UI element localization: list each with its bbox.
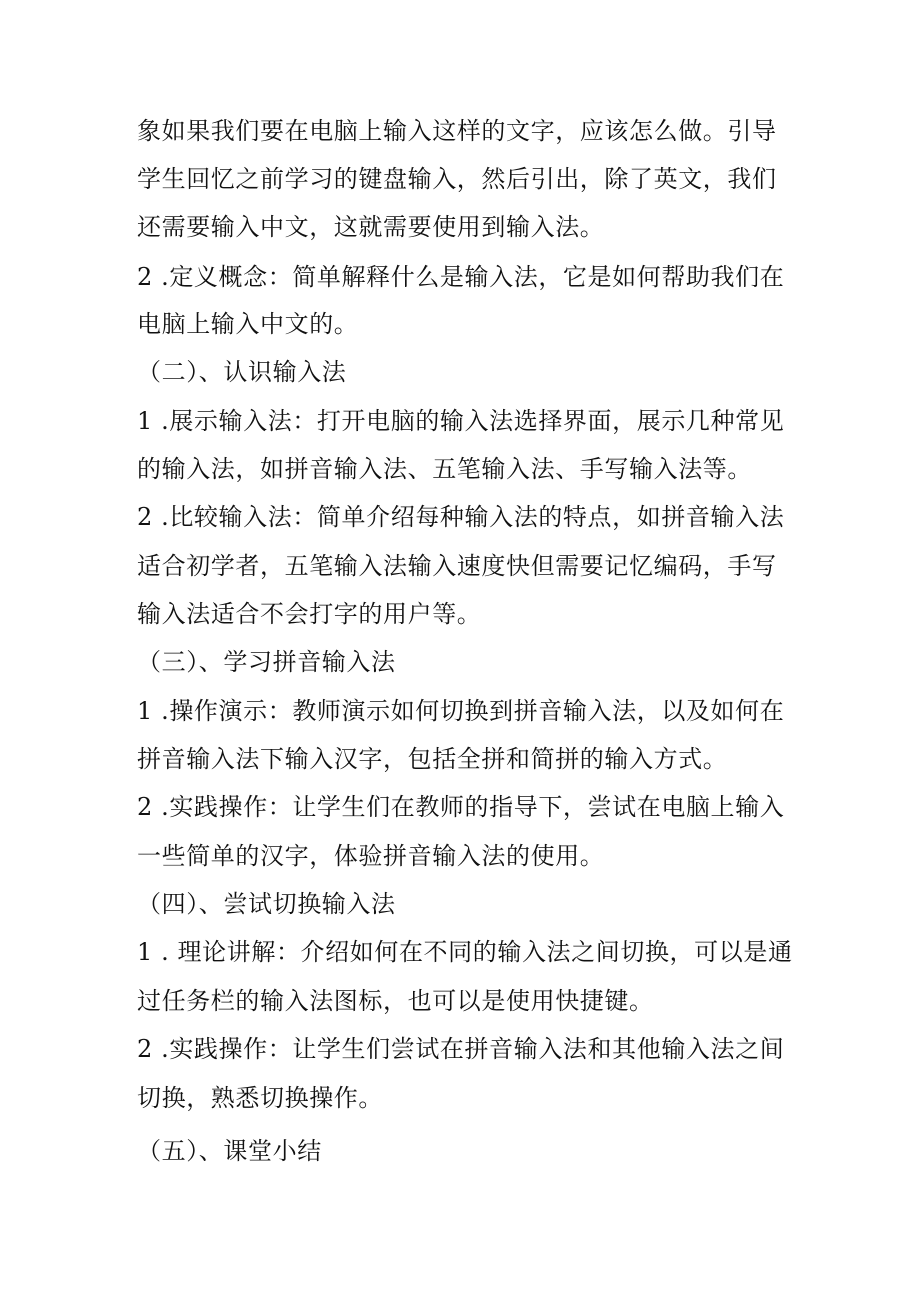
text-line: 1 . 理论讲解：介绍如何在不同的输入法之间切换，可以是通 <box>137 938 793 966</box>
text-line: 象如果我们要在电脑上输入这样的文字，应该怎么做。引导 <box>137 117 777 145</box>
section-heading: （三）、学习拼音输入法 <box>137 648 396 676</box>
text-line: 电脑上输入中文的。 <box>137 310 359 338</box>
text-line: 2 .定义概念：简单解释什么是输入法，它是如何帮助我们在 <box>137 263 785 291</box>
text-line: 学生回忆之前学习的键盘输入，然后引出，除了英文，我们 <box>137 165 777 193</box>
text-line: 输入法适合不会打字的用户等。 <box>137 600 482 628</box>
section-heading: （五）、课堂小结 <box>137 1137 322 1165</box>
text-line: 1 .操作演示：教师演示如何切换到拼音输入法，以及如何在 <box>137 697 785 725</box>
text-line: 一些简单的汉字，体验拼音输入法的使用。 <box>137 842 605 870</box>
section-heading: （二）、认识输入法 <box>137 358 347 386</box>
text-line: 1 .展示输入法：打开电脑的输入法选择界面，展示几种常见 <box>137 407 785 435</box>
text-line: 适合初学者，五笔输入法输入速度快但需要记忆编码，手写 <box>137 552 777 580</box>
text-line: 的输入法，如拼音输入法、五笔输入法、手写输入法等。 <box>137 455 752 483</box>
text-line: 2 .实践操作：让学生们在教师的指导下，尝试在电脑上输入 <box>137 793 785 821</box>
text-line: 拼音输入法下输入汉字，包括全拼和简拼的输入方式。 <box>137 745 728 773</box>
text-line: 还需要输入中文，这就需要使用到输入法。 <box>137 213 605 241</box>
section-heading: （四）、尝试切换输入法 <box>137 890 396 918</box>
text-line: 切换，熟悉切换操作。 <box>137 1084 383 1112</box>
text-line: 过任务栏的输入法图标，也可以是使用快捷键。 <box>137 987 654 1015</box>
text-line: 2 .比较输入法：简单介绍每种输入法的特点，如拼音输入法 <box>137 503 785 531</box>
text-line: 2 .实践操作：让学生们尝试在拼音输入法和其他输入法之间 <box>137 1035 785 1063</box>
